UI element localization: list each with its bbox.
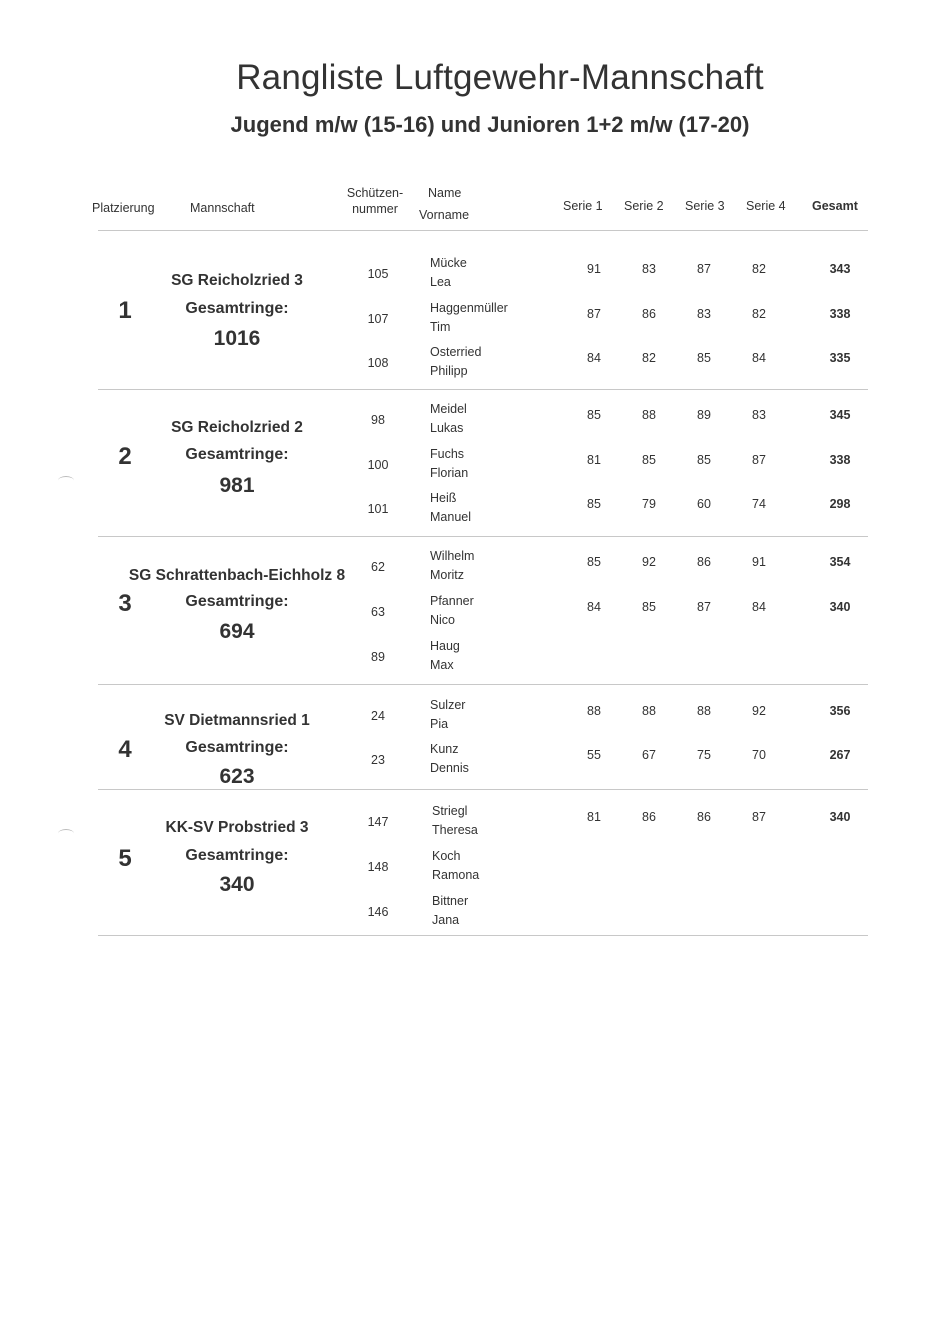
- shooter-lastname: Heiß: [430, 491, 457, 505]
- shooter-lastname: Mücke: [430, 256, 467, 270]
- serie-4-score: 87: [752, 453, 766, 467]
- serie-4-score: 87: [752, 810, 766, 824]
- shooter-lastname: Bittner: [432, 894, 469, 908]
- total-score: 340: [829, 600, 851, 614]
- shooter-firstname: Ramona: [432, 868, 480, 882]
- serie-2-score: 67: [642, 748, 656, 762]
- shooter-firstname: Dennis: [430, 761, 469, 775]
- serie-1-score: 85: [587, 497, 601, 511]
- shooter-row: [0, 802, 940, 846]
- shooter-number: 107: [367, 312, 389, 326]
- shooter-lastname: Meidel: [430, 402, 467, 416]
- shooter-row: [0, 343, 940, 387]
- shooter-number: 24: [371, 709, 385, 723]
- serie-3-score: 85: [697, 351, 711, 365]
- team-rank: 4: [118, 736, 132, 763]
- shooter-number: 98: [371, 413, 385, 427]
- serie-1-score: 91: [587, 262, 601, 276]
- header-number-line2: nummer: [352, 202, 398, 216]
- team-name: SG Schrattenbach-Eichholz 8: [128, 567, 346, 584]
- page-subtitle: Jugend m/w (15-16) und Junioren 1+2 m/w (17-20): [230, 112, 750, 137]
- divider: [98, 536, 868, 537]
- gesamtringe-label: Gesamtringe:: [185, 446, 289, 463]
- serie-2-score: 88: [642, 704, 656, 718]
- shooter-row: [0, 489, 940, 533]
- serie-2-score: 79: [642, 497, 656, 511]
- shooter-firstname: Pia: [430, 717, 449, 731]
- shooter-lastname: Osterried: [430, 345, 482, 359]
- shooter-row: [0, 847, 940, 891]
- total-score: 338: [829, 307, 851, 321]
- gesamtringe-value: 981: [219, 474, 255, 497]
- shooter-lastname: Koch: [432, 849, 461, 863]
- serie-4-score: 84: [752, 351, 766, 365]
- header-place: Platzierung: [92, 201, 155, 215]
- shooter-number: 105: [367, 267, 389, 281]
- shooter-number: 101: [367, 502, 389, 516]
- shooter-number: 63: [371, 605, 385, 619]
- shooter-lastname: Fuchs: [430, 447, 465, 461]
- shooter-firstname: Theresa: [432, 823, 478, 837]
- shooter-lastname: Sulzer: [430, 698, 466, 712]
- serie-4-score: 70: [752, 748, 766, 762]
- team-rank: 2: [118, 443, 132, 470]
- serie-1-score: 81: [587, 453, 601, 467]
- gesamtringe-label: Gesamtringe:: [185, 847, 289, 864]
- gesamtringe-value: 623: [219, 765, 255, 788]
- shooter-firstname: Manuel: [430, 510, 471, 524]
- serie-3-score: 89: [697, 408, 711, 422]
- shooter-lastname: Wilhelm: [430, 549, 475, 563]
- divider: [98, 684, 868, 685]
- header-total: Gesamt: [812, 199, 858, 213]
- gesamtringe-value: 340: [219, 873, 255, 896]
- shooter-row: [0, 892, 940, 936]
- divider: [98, 389, 868, 390]
- divider: [98, 935, 868, 936]
- team-name: SV Dietmannsried 1: [164, 712, 310, 729]
- serie-2-score: 86: [642, 810, 656, 824]
- shooter-lastname: Kunz: [430, 742, 459, 756]
- team-name: KK-SV Probstried 3: [165, 819, 309, 836]
- total-score: 354: [829, 555, 851, 569]
- shooter-row: [0, 637, 940, 681]
- shooter-number: 146: [367, 905, 389, 919]
- serie-4-score: 91: [752, 555, 766, 569]
- shooter-firstname: Moritz: [430, 568, 465, 582]
- shooter-row: [0, 740, 940, 784]
- serie-3-score: 85: [697, 453, 711, 467]
- gesamtringe-label: Gesamtringe:: [185, 593, 289, 610]
- shooter-firstname: Lukas: [430, 421, 464, 435]
- shooter-number: 108: [367, 356, 389, 370]
- serie-2-score: 88: [642, 408, 656, 422]
- serie-1-score: 85: [587, 408, 601, 422]
- shooter-lastname: Pfanner: [430, 594, 474, 608]
- total-score: 338: [829, 453, 851, 467]
- gesamtringe-label: Gesamtringe:: [185, 739, 289, 756]
- gesamtringe-label: Gesamtringe:: [185, 300, 289, 317]
- shooter-row: [0, 592, 940, 636]
- total-score: 356: [829, 704, 851, 718]
- total-score: 298: [829, 497, 851, 511]
- shooter-firstname: Lea: [430, 275, 451, 289]
- header-firstname: Vorname: [419, 208, 470, 222]
- shooter-lastname: Haggenmüller: [430, 301, 508, 315]
- team-rank: 5: [118, 845, 132, 872]
- serie-3-score: 87: [697, 262, 711, 276]
- shooter-number: 100: [367, 458, 389, 472]
- serie-2-score: 82: [642, 351, 656, 365]
- serie-1-score: 87: [587, 307, 601, 321]
- serie-4-score: 84: [752, 600, 766, 614]
- serie-3-score: 86: [697, 810, 711, 824]
- shooter-firstname: Jana: [432, 913, 460, 927]
- serie-4-score: 82: [752, 262, 766, 276]
- shooter-number: 23: [371, 753, 385, 767]
- team-name: SG Reicholzried 3: [171, 272, 303, 289]
- serie-1-score: 55: [587, 748, 601, 762]
- shooter-row: [0, 254, 940, 298]
- shooter-row: [0, 547, 940, 591]
- team-name: SG Reicholzried 2: [171, 419, 303, 436]
- serie-2-score: 85: [642, 453, 656, 467]
- header-team: Mannschaft: [190, 201, 255, 215]
- serie-4-score: 74: [752, 497, 766, 511]
- total-score: 335: [829, 351, 851, 365]
- header-number-line1: Schützen-: [346, 186, 404, 200]
- header-name: Name: [428, 186, 462, 200]
- shooter-lastname: Haug: [430, 639, 460, 653]
- serie-4-score: 82: [752, 307, 766, 321]
- shooter-row: [0, 696, 940, 740]
- shooter-firstname: Nico: [430, 613, 456, 627]
- serie-3-score: 60: [697, 497, 711, 511]
- serie-1-score: 88: [587, 704, 601, 718]
- shooter-number: 147: [367, 815, 389, 829]
- gesamtringe-value: 1016: [213, 327, 261, 350]
- shooter-firstname: Tim: [430, 320, 451, 334]
- serie-4-score: 83: [752, 408, 766, 422]
- divider: [98, 789, 868, 790]
- shooter-lastname: Striegl: [432, 804, 468, 818]
- team-rank: 1: [118, 297, 132, 324]
- serie-2-score: 83: [642, 262, 656, 276]
- serie-4-score: 92: [752, 704, 766, 718]
- header-serie-3: Serie 3: [685, 199, 725, 213]
- header-serie-4: Serie 4: [746, 199, 786, 213]
- serie-1-score: 84: [587, 600, 601, 614]
- serie-3-score: 75: [697, 748, 711, 762]
- serie-3-score: 87: [697, 600, 711, 614]
- total-score: 343: [829, 262, 851, 276]
- divider: [98, 230, 868, 231]
- shooter-row: [0, 299, 940, 343]
- serie-1-score: 85: [587, 555, 601, 569]
- total-score: 267: [829, 748, 851, 762]
- shooter-row: [0, 445, 940, 489]
- total-score: 340: [829, 810, 851, 824]
- shooter-number: 62: [371, 560, 385, 574]
- serie-2-score: 92: [642, 555, 656, 569]
- page-title: Rangliste Luftgewehr-Mannschaft: [236, 58, 764, 97]
- shooter-firstname: Max: [430, 658, 454, 672]
- shooter-firstname: Philipp: [430, 364, 468, 378]
- serie-1-score: 84: [587, 351, 601, 365]
- team-rank: 3: [118, 590, 132, 617]
- serie-2-score: 85: [642, 600, 656, 614]
- serie-1-score: 81: [587, 810, 601, 824]
- total-score: 345: [829, 408, 851, 422]
- header-serie-1: Serie 1: [563, 199, 603, 213]
- serie-3-score: 86: [697, 555, 711, 569]
- shooter-row: [0, 400, 940, 444]
- serie-3-score: 88: [697, 704, 711, 718]
- header-serie-2: Serie 2: [624, 199, 664, 213]
- shooter-number: 148: [367, 860, 389, 874]
- serie-2-score: 86: [642, 307, 656, 321]
- shooter-firstname: Florian: [430, 466, 469, 480]
- gesamtringe-value: 694: [219, 620, 255, 643]
- shooter-number: 89: [371, 650, 385, 664]
- serie-3-score: 83: [697, 307, 711, 321]
